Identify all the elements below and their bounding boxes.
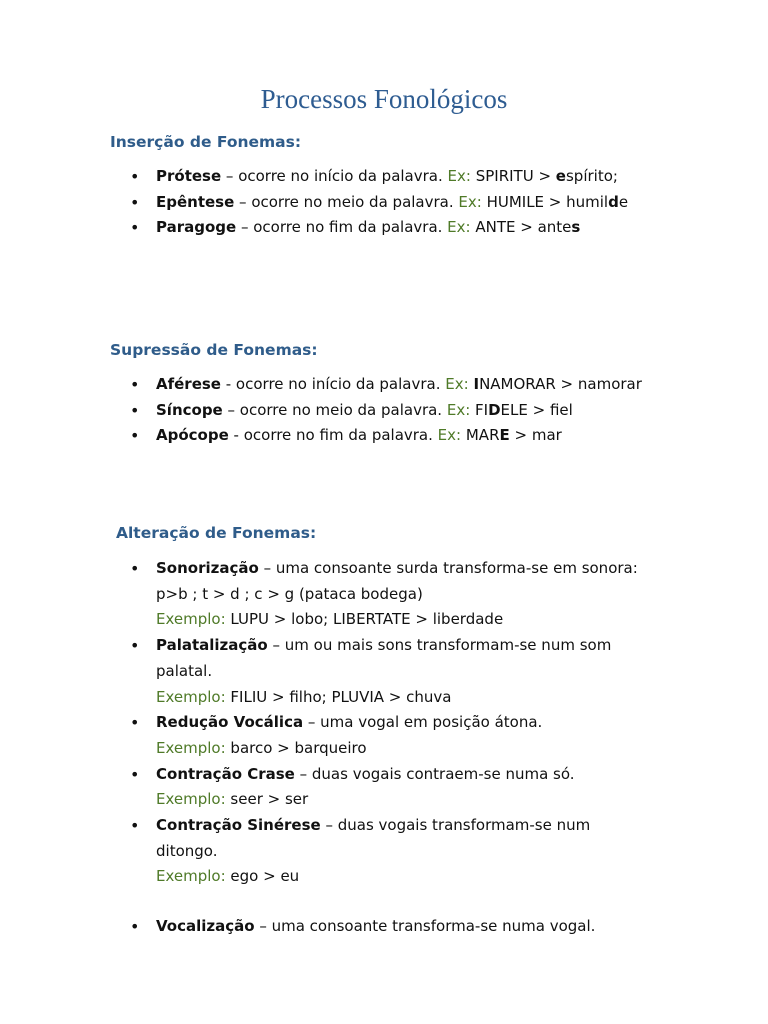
term: Aférese — [156, 375, 221, 393]
description: – duas vogais transformam-se num ditongo. — [156, 816, 591, 860]
term: Contração Crase — [156, 764, 295, 783]
example-label: Ex: — [458, 192, 482, 211]
example-label: Ex: — [445, 375, 469, 393]
term: Epêntese — [156, 192, 235, 211]
list-item-apocope — [120, 423, 646, 449]
example-text: LUPU > lobo; LIBERTATE > liberdade — [225, 610, 504, 629]
example-label: Exemplo: — [156, 610, 226, 629]
example-label: Exemplo: — [156, 867, 226, 886]
term: Sonorização — [156, 559, 259, 577]
description: - ocorre no início da palavra. — [220, 375, 446, 393]
example-highlight: D — [488, 400, 501, 419]
list-supressao — [120, 372, 646, 449]
term: Vocalização — [156, 917, 255, 936]
example-text: ANTE > ante — [470, 218, 572, 237]
list-item-protese — [120, 164, 646, 190]
example-text: barco > barqueiro — [225, 738, 367, 757]
example-highlight: d — [608, 192, 619, 211]
example-label: Ex: — [447, 167, 471, 185]
term: Paragoge — [156, 218, 237, 237]
description: – ocorre no meio da palavra. — [222, 400, 447, 419]
example-text: FI — [470, 400, 489, 419]
list-item-palatalizacao — [120, 633, 646, 710]
list-item-sonorizacao — [120, 556, 646, 633]
example-text: seer > ser — [225, 790, 309, 809]
description: – ocorre no fim da palavra. — [236, 218, 448, 237]
example-text: SPIRITU > — [470, 167, 556, 185]
example-label: Exemplo: — [156, 738, 226, 757]
section-heading-supressao: Supressão de Fonemas: — [110, 341, 318, 359]
example-text: NAMORAR > namorar — [479, 375, 642, 393]
description: - ocorre no fim da palavra. — [228, 426, 438, 445]
example-label: Ex: — [437, 426, 462, 445]
term: Redução Vocálica — [156, 713, 304, 732]
example-text: > mar — [509, 426, 562, 445]
list-item-contracao-sinerese — [120, 813, 646, 890]
example-text: spírito; — [565, 167, 618, 185]
list-item-epentese — [120, 190, 646, 216]
list-item-paragoge — [120, 215, 646, 241]
list-item-contracao-crase — [120, 762, 646, 813]
example-highlight: E — [499, 426, 510, 445]
example-label: Ex: — [447, 218, 471, 237]
list-alteracao — [120, 556, 646, 940]
section-heading-insercao: Inserção de Fonemas: — [110, 133, 302, 151]
list-item-reducao-vocalica — [120, 710, 646, 761]
example-text: HUMILE > humil — [481, 192, 609, 211]
section-heading-alteracao: Alteração de Fonemas: — [116, 524, 317, 542]
list-insercao — [120, 164, 646, 241]
example-text: ego > eu — [225, 867, 300, 886]
description: – ocorre no meio da palavra. — [234, 192, 459, 211]
example-highlight: s — [571, 218, 581, 237]
description: – uma consoante surda transforma-se em sonora: p>b ; t > d ; c > g (pataca bodega) — [156, 559, 638, 603]
description: – um ou mais sons transformam-se num som palatal. — [156, 636, 612, 680]
list-item-aferese — [120, 372, 646, 398]
page-title: Processos Fonológicos — [260, 84, 508, 114]
term: Síncope — [156, 400, 223, 419]
term: Prótese — [156, 167, 222, 185]
description: – duas vogais contraem-se numa só. — [294, 764, 575, 783]
example-label: Exemplo: — [156, 790, 226, 809]
example-text: FILIU > filho; PLUVIA > chuva — [225, 687, 452, 706]
example-highlight: I — [473, 375, 480, 393]
example-highlight: e — [555, 167, 566, 185]
description: – uma vogal em posição átona. — [303, 713, 543, 732]
term: Palatalização — [156, 636, 268, 655]
term: Contração Sinérese — [156, 816, 321, 835]
example-label: Ex: — [446, 400, 471, 419]
list-item-sincope — [120, 398, 646, 424]
description: – uma consoante transforma-se numa vogal. — [254, 917, 596, 936]
description: – ocorre no início da palavra. — [221, 167, 448, 185]
example-text: MAR — [461, 426, 500, 445]
example-label: Exemplo: — [156, 687, 226, 706]
example-text: ELE > fiel — [500, 400, 573, 419]
list-item-vocalizacao — [120, 914, 646, 940]
term: Apócope — [156, 426, 229, 445]
example-text: e — [618, 192, 629, 211]
